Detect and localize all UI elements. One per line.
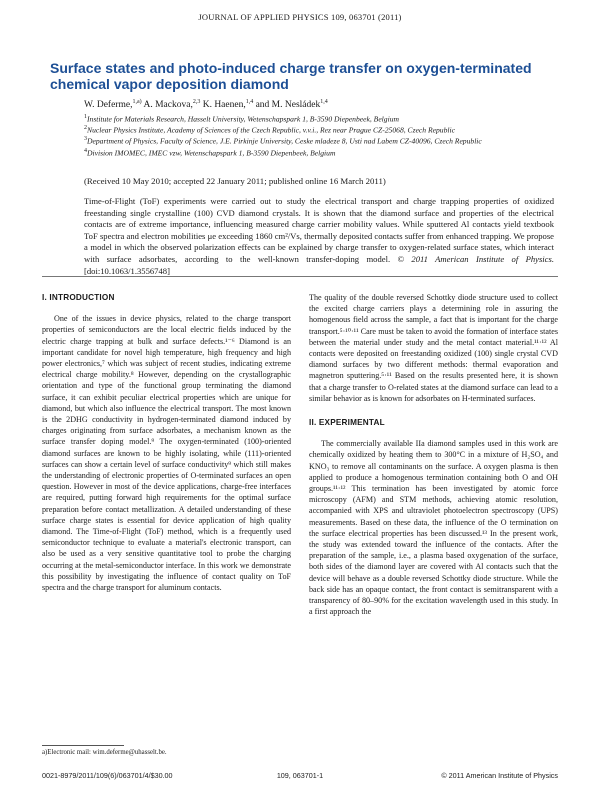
abstract-text: Time-of-Flight (ToF) experiments were carried out to study the electrical transport and charge trapping properties of oxidized freestanding single crystalline (100) CVD diamond crystals. It is shown that the diamond surface and properties of the electrical contacts are of extreme importance, influencing measured charge carrier mobility values. While sputtered Al contacts yield textbook ToF spectra and electron mobilities μe exceeding 1860 cm²/Vs, thermally deposited contacts suffer from enhanced trapping. We propose a model in which the observed polarization effects can be explained by charge transfer to oxygen-related surface states, which interact with surface adsorbates, according to the well-known transfer-doping model. (84, 196, 554, 264)
abstract (84, 196, 554, 277)
author-list (84, 99, 554, 110)
affiliation-mark: 4 (84, 147, 87, 154)
footer-issn: 0021-8979/2011/109(6)/063701/4/$30.00 (42, 771, 173, 780)
footnote-email: a)Electronic mail: wim.deferme@uhasselt.be. (42, 749, 167, 756)
footnote-divider (42, 745, 124, 746)
author-affil-mark: 2,3 (192, 99, 201, 105)
running-head: JOURNAL OF APPLIED PHYSICS 109, 063701 (2011) (198, 12, 402, 22)
section-heading-experimental: II. EXPERIMENTAL (309, 418, 385, 428)
affiliation (84, 124, 554, 135)
affiliation (84, 113, 554, 124)
left-column (42, 292, 291, 593)
affiliation-list (84, 113, 554, 158)
paper-title: Surface states and photo-induced charge transfer on oxygen-terminated chemical vapor deposition diamond (50, 60, 532, 92)
author-name: A. Mackova, (143, 100, 193, 111)
author-name: K. Haenen, (202, 100, 246, 111)
author-affil-mark: 1,4 (245, 99, 254, 105)
experimental-paragraph: The commercially available IIa diamond samples used in this work are chemically oxidized by heating them to 300°C in a mixture of H₂SO₄ and KNO₃ to remove all contaminants on the surface. A oxygen plasma is then applied to produce a homogenous termination containing both O and OH groups.¹¹·¹² This termination has been investigated by atomic force microscopy (AFM) and STM methods, achieving atomic resolution, accompanied with XPS and ultraviolet photoelectron spectroscopy (UPS) measurements. Based on these data, the influence of the O termination on the surface electrical properties has been discussed.¹³ In the present work, the study was extended toward the influence of the contacts. After the preparation of the sample, i.e., a plasma based oxygenation of the surface, both sides of the diamond layer are covered with Al contacts such that the device will behave as a double reversed Schottky diode structure. While the back side has an opaque contact, the front contact is semitransparent with a transparency of 80–90% for the excitation wavelength used in this study. In a first approach the (309, 439, 558, 617)
author-affil-mark: 1,4 (320, 99, 328, 105)
affiliation-mark: 2 (84, 125, 87, 132)
received-dates: (Received 10 May 2010; accepted 22 January 2011; published online 16 March 2011) (84, 176, 386, 186)
affiliation-text: Institute for Materials Research, Hasselt University, Wetenschapspark 1, B-3590 Diepenbeek, Belgium (87, 114, 399, 124)
affiliation-mark: 3 (84, 136, 87, 143)
affiliation (84, 147, 554, 158)
body-paragraph: The quality of the double reversed Schottky diode structure used to collect the excited charge carriers plays a determining role in assuring the homogenous field across the sample, a fact that is important for the charge transport.⁵·¹⁰·¹¹ Care must be taken to avoid the formation of interface states between the material under study and the metal contact material.¹¹·¹² Al contacts were deposited on freestanding oxidized (100) single crystal CVD diamond surfaces by two different methods: thermal evaporation and magnetron sputtering.⁵·¹¹ Based on the results presented here, it is shown that a charge transfer to O-related states at the diamond surface can lead to a similar behavior as is known for adsorbates on H-terminated surfaces. (309, 293, 558, 403)
author-name: W. Deferme, (84, 100, 133, 111)
copyright-notice: © 2011 American Institute of Physics. (397, 253, 554, 264)
author-name: and M. Nesládek (255, 100, 321, 111)
affiliation-text: Department of Physics, Faculty of Science, J.E. Pirkinje University, Ceske mladeze 8, Usti nad Labem CZ-40096, Czech Republic (87, 137, 482, 146)
abstract-divider (42, 276, 558, 277)
affiliation-text: Division IMOMEC, IMEC vzw, Wetenschapspark 1, B-3590 Diepenbeek, Belgium (87, 148, 336, 158)
right-column (309, 292, 558, 617)
section-heading-introduction: I. INTRODUCTION (42, 293, 115, 302)
affiliation (84, 135, 554, 146)
doi-link[interactable]: [doi:10.1063/1.3556748] (84, 265, 170, 276)
author-affil-mark: 1,a) (132, 99, 142, 105)
intro-paragraph: One of the issues in device physics, related to the charge transport properties of semiconductors are the local electric fields induced by the electric charge trapping at bulk and surface defects.¹⁻⁶ Diamond is an important candidate for novel high temperature, high frequency and high power electronics,⁷ which was subject of recent studies, indicating extreme electrical charge mobility.⁸ However, depending on the crystallographic orientation and type of the functional group terminating the diamond surface, it can exhibit peculiar electrical properties which are unique for diamond, but which also influence the electrical transport. The most known is the 2DHG conductivity in hydrogen-terminated diamond induced by charges originating from surface adsorbates, a mechanism known as the surface transfer doping model.⁹ The oxygen-terminated (100)-oriented diamond surfaces are known to be highly isolating, while (111)-oriented surfaces can show a certain level of surface conductivity⁹ which still makes the understanding of electronic properties of O-terminated surfaces an open question. However in most of the device applications, charge-free interfaces are required, putting forward high requirements for the optimal surface preparation before contact metallization. A detailed understanding of these surface charge states is essential for device application of high quality diamond. The Time-of-Flight (ToF) method, which is a frequently used semiconductor technique to evaluate a material's electronic transport, can also be used as a very sensitive quantitative tool to probe the charging occurring at the metal-semiconductor interface. In this work we demonstrate this possibility by investigating the influence of contact quality on ToF spectra and the charge transport for aluminum contacts. (42, 314, 291, 593)
footer-copyright: © 2011 American Institute of Physics (441, 771, 558, 780)
footer-page-number: 109, 063701-1 (276, 771, 324, 780)
affiliation-text: Nuclear Physics Institute, Academy of Sciences of the Czech Republic, v.v.i., Rez near Prague CZ-25068, Czech Republic (87, 125, 455, 135)
affiliation-mark: 1 (84, 114, 87, 120)
